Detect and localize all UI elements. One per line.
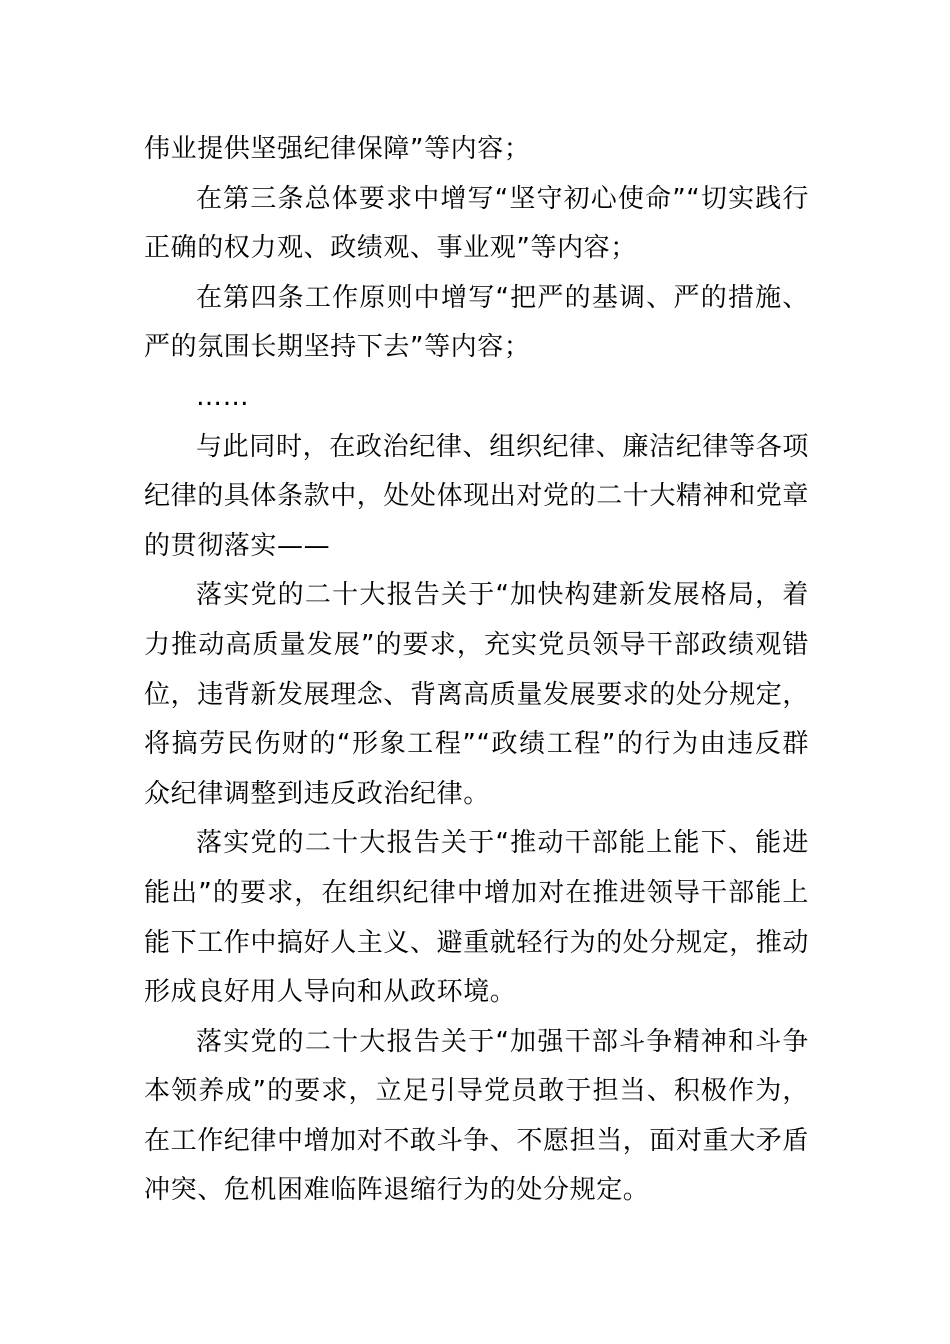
paragraph-article-three: 在第三条总体要求中增写“坚守初心使命”“切实践行正确的权力观、政绩观、事业观”等内容； xyxy=(144,183,809,264)
paragraph-development-pattern: 落实党的二十大报告关于“加快构建新发展格局，着力推动高质量发展”的要求，充实党员领导干部政绩观错位，违背新发展理念、背离高质量发展要求的处分规定，将搞劳民伤财的“形象工程”“政绩工程”的行为由违反群众纪律调整到违反政治纪律。 xyxy=(144,580,810,809)
paragraph-cadre-mobility: 落实党的二十大报告关于“推动干部能上能下、能进能出”的要求，在组织纪律中增加对在推进领导干部能上能下工作中搞好人主义、避重就轻行为的处分规定，推动形成良好用人导向和从政环境。 xyxy=(144,828,810,1008)
paragraph-ellipsis: …… xyxy=(196,381,250,412)
paragraph-article-four: 在第四条工作原则中增写“把严的基调、严的措施、严的氛围长期坚持下去”等内容； xyxy=(144,282,809,363)
paragraph-meanwhile: 与此同时，在政治纪律、组织纪律、廉洁纪律等各项纪律的具体条款中，处处体现出对党的二十大精神和党章的贯彻落实—— xyxy=(144,431,810,561)
paragraph-continuation: 伟业提供坚强纪律保障”等内容； xyxy=(144,134,531,164)
document-body xyxy=(144,125,809,1216)
paragraph-struggle-spirit: 落实党的二十大报告关于“加强干部斗争精神和斗争本领养成”的要求，立足引导党员敢于担当、积极作为，在工作纪律中增加对不敢斗争、不愿担当，面对重大矛盾冲突、危机困难临阵退缩行为的处分规定。 xyxy=(144,1026,810,1206)
